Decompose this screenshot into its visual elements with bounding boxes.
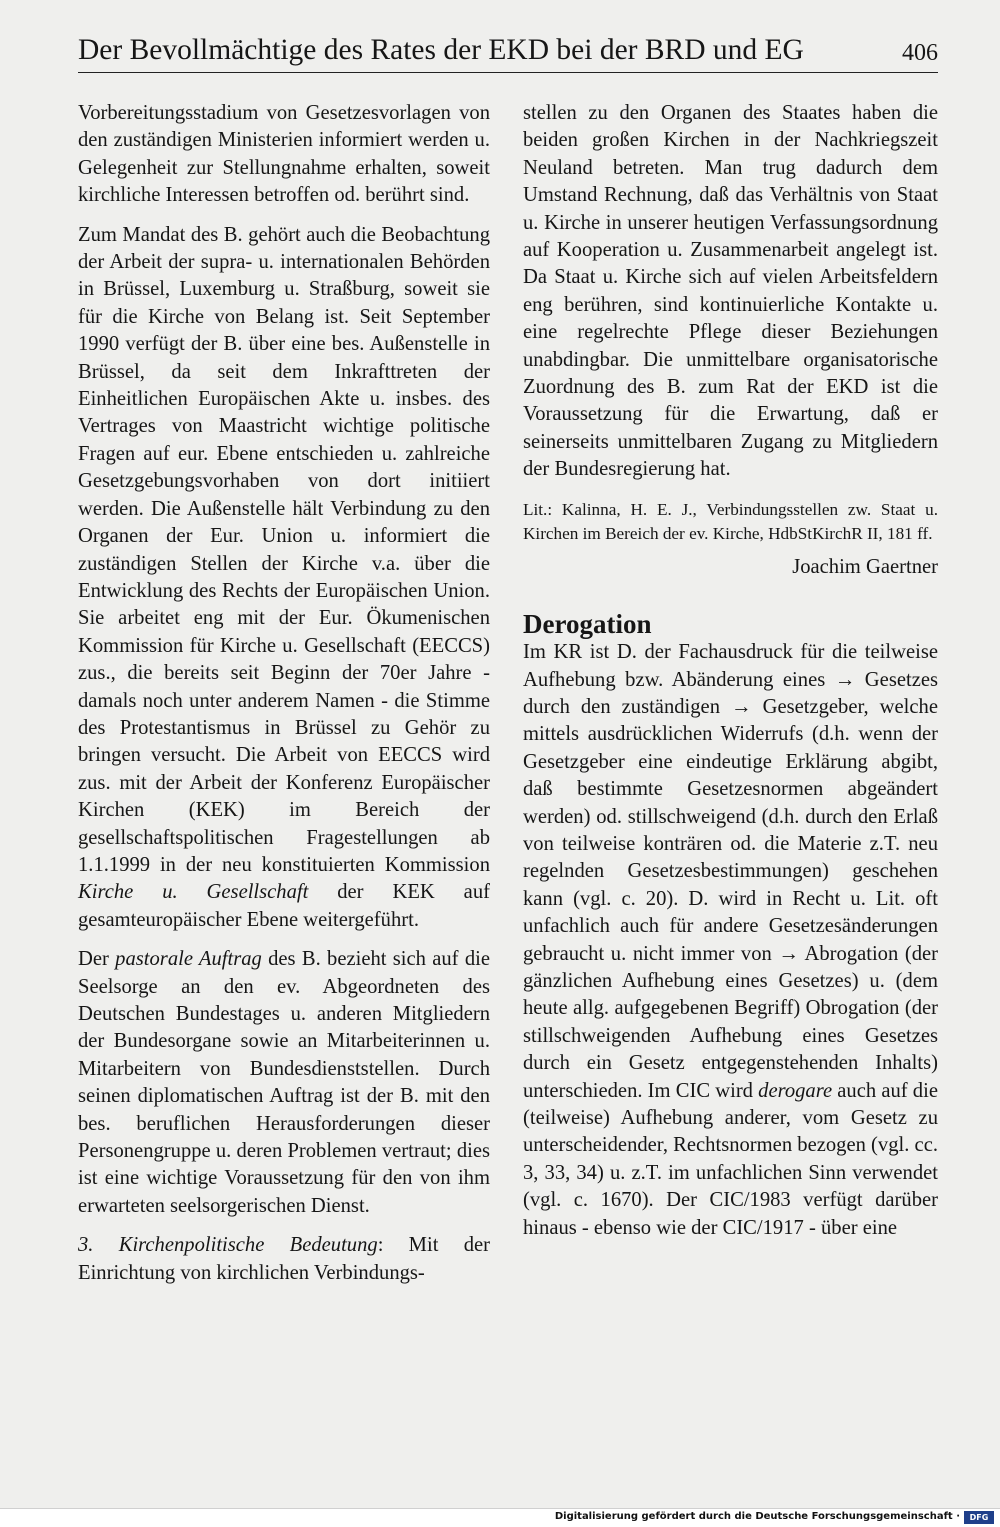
paragraph: [523, 639, 938, 1242]
italic-term: Kirche u. Gesellschaft: [78, 881, 309, 904]
paragraph: stellen zu den Organen des Staates haben die beiden großen Kirchen in der Nachkriegszeit Neuland betreten. Man trug dadurch dem Umstand Rechnung, daß das Verhältnis von Staat u. Kirche in unserer heutigen Verfassungsordnung auf Kooperation u. Zusammenarbeit angelegt ist. Da Staat u. Kirche sich auf vielen Arbeitsfeldern eng berühren, sind kontinuierliche Kontakte u. eine regelrechte Pflege dieser Beziehungen unabdingbar. Die unmittelbare organisatorische Zuordnung des B. zum Rat der EKD ist die Voraussetzung für die Erwartung, daß er seinerseits unmittelbaren Zugang zu Mitgliedern der Bundesregierung hat.: [523, 102, 938, 481]
page-number: 406: [902, 40, 938, 66]
paragraph-text: Im KR ist D. der Fachausdruck für die teilweise Aufhebung bzw. Abänderung eines → Gesetzes durch den zuständigen → Gesetzgeber, welche mittels ausdrücklichen Widerrufs (d.h. wenn der Gesetzgeber eine eindeutige Erklärung abgibt, daß bestimmte Gesetzesnormen abgeändert werden) od. stillschweigend (d.h. durch den Erlaß von teilweise konträren od. die Materie z.T. neu regelnden Gesetzesbestimmungen) geschehen kann (vgl. c. 20). D. wird in Recht u. Lit. oft unfachlich auch für andere Gesetzesänderungen gebraucht u. nicht immer von → Abrogation (der gänzlichen Aufhebung eines Gesetzes) u. (dem heute allg. aufgegebenen Begriff) Obrogation (der stillschweigenden Aufhebung eines Gesetzes durch ein Gesetz entgegenstehenden Inhalts) unterschieden. Im CIC wird: [523, 641, 938, 1102]
italic-term: derogare: [758, 1079, 833, 1102]
paragraph-text: : Mit der Einrichtung von kirchlichen Verbindungs-: [78, 1234, 490, 1284]
paragraph: Vorbereitungsstadium von Gesetzesvorlagen von den zuständigen Ministerien informiert werden u. Gelegenheit zur Stellungnahme erhalten, soweit kirchliche Interessen betroffen od. berührt sind.: [78, 102, 490, 207]
paragraph: [78, 1232, 490, 1287]
paragraph: [78, 946, 490, 1220]
italic-term: pastorale Auftrag: [115, 948, 262, 971]
right-column: [523, 100, 938, 1242]
paragraph-text: Zum Mandat des B. gehört auch die Beobachtung der Arbeit der supra- u. internationalen Behörden in Brüssel, Luxemburg u. Straßburg, soweit sie für die Kirche von Belang ist. Seit September 1990 verfügt der B. über eine bes. Außenstelle in Brüssel, da seit dem Inkrafttreten der Einheitlichen Europäischen Akte u. insbes. des Vertrages von Maastricht wichtige politische Fragen auf eur. Ebene entschieden u. zahlreiche Gesetzgebungsvorhaben von dort initiiert werden. Die Außenstelle hält Verbindung zu den Organen der Eur. Union u. informiert die zuständigen Stellen der Kirche v.a. über die Entwicklung des Rechts der Europäischen Union. Sie arbeitet eng mit der Eur. Ökumenischen Kommission für Kirche u. Gesellschaft (EECCS) zus., die bereits seit Beginn der 70er Jahre - damals noch unter anderem Namen - die Stimme des Protestantismus in Brüssel zu Gehör zu bringen versucht. Die Arbeit von EECCS wird zus. mit der Arbeit der Konferenz Europäischer Kirchen (KEK) im Bereich der gesellschaftspolitischen Fragestellungen ab 1.1.1999 in der neu konstituierten Kommission: [78, 223, 490, 876]
footer-bar: [0, 1508, 1000, 1527]
paragraph-text: Der: [78, 948, 109, 971]
paragraph-text: auch auf die (teilweise) Aufhebung anderer, vom Gesetz zu unterscheidender, Rechtsnormen bezogen (vgl. cc. 3, 33, 34) u. z.T. im unfachlichen Sinn verwendet (vgl. c. 1670). Der CIC/1983 verfügt darüber hinaus - ebenso wie der CIC/1917 - über eine: [523, 1079, 938, 1239]
dfg-logo: DFG: [964, 1511, 994, 1524]
running-head: [78, 32, 938, 73]
author-signature: Joachim Gaertner: [792, 555, 938, 578]
left-column: [78, 100, 490, 1287]
section-heading: 3. Kirchenpolitische Bedeutung: [78, 1234, 378, 1257]
entry-heading: Derogation: [523, 609, 652, 640]
literature-reference: Lit.: Kalinna, H. E. J., Verbindungsstellen zw. Staat u. Kirchen im Bereich der ev. Kirche, HdbStKirchR II, 181 ff.: [523, 499, 938, 543]
paragraph: [78, 222, 490, 935]
paragraph-text: des B. bezieht sich auf die Seelsorge an den ev. Abgeordneten des Deutschen Bundestages u. anderen Mitgliedern der Bundesorgane sowie an Mitarbeiterinnen u. Mitarbeitern von Bundesdienststellen. Durch seinen diplomatischen Auftrag ist der B. mit den bes. beruflichen Herausforderungen dieser Personengruppe u. deren Problemen vertraut; dies ist eine wichtige Voraussetzung für den von ihm erwarteten seelsorgerischen Dienst.: [78, 948, 490, 1217]
footer-credit: Digitalisierung gefördert durch die Deutsche Forschungsgemeinschaft ·: [554, 1511, 960, 1522]
paragraph-text: der KEK auf gesamteuropäischer Ebene weitergeführt.: [78, 881, 490, 931]
running-title: Der Bevollmächtige des Rates der EKD bei der BRD und EG: [78, 34, 804, 66]
